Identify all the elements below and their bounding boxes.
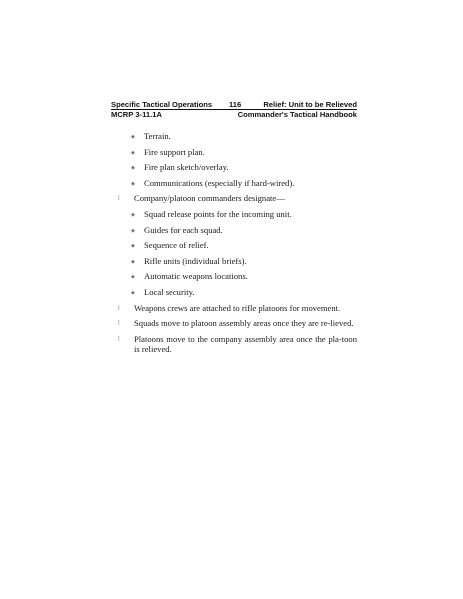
diamond-bullet-icon: ◆	[131, 274, 135, 281]
list-item-platoons-move	[115, 334, 357, 355]
list-item-text: Fire support plan.	[144, 146, 205, 157]
list-item-weapons-crews	[115, 303, 357, 314]
list-item-text: Guides for each squad.	[144, 224, 223, 235]
section-title: Specific Tactical Operations	[111, 100, 213, 109]
diamond-bullet-icon: ◆	[131, 227, 135, 234]
list-item-rifle-units	[115, 256, 357, 267]
round-bullet-icon: l	[118, 335, 120, 343]
list-item-text: Weapons crews are attached to rifle platoons for movement.	[134, 302, 341, 313]
round-bullet-icon: l	[118, 304, 120, 312]
list-item-commanders-designate	[115, 193, 357, 204]
page-body	[115, 131, 357, 360]
list-item-text: Terrain.	[144, 131, 171, 141]
list-item-local-security	[115, 287, 357, 298]
page-number: 116	[229, 100, 242, 109]
chapter-title: Relief: Unit to be Relieved	[263, 100, 357, 109]
list-item-text: Platoons move to the company assembly area once the pla-toon is relieved.	[134, 333, 357, 355]
list-item-automatic-weapons	[115, 271, 357, 282]
diamond-bullet-icon: ◆	[131, 211, 135, 218]
list-item-text: Communications (especially if hard-wired).	[144, 177, 295, 188]
list-item-text: Fire plan sketch/overlay.	[144, 162, 229, 173]
list-item-fire-plan-sketch	[115, 162, 357, 173]
list-item-text: Sequence of relief.	[144, 240, 209, 251]
list-item-squad-release-points	[115, 209, 357, 220]
list-item-terrain	[115, 131, 357, 142]
round-bullet-icon: l	[118, 320, 120, 328]
list-item-guides	[115, 225, 357, 236]
list-item-text: Local security.	[144, 286, 195, 297]
diamond-bullet-icon: ◆	[131, 134, 135, 140]
list-item-sequence-of-relief	[115, 240, 357, 251]
diamond-bullet-icon: ◆	[131, 289, 135, 296]
diamond-bullet-icon: ◆	[131, 149, 135, 156]
diamond-bullet-icon: ◆	[131, 258, 135, 265]
list-item-fire-support-plan	[115, 147, 357, 158]
book-title: Commander's Tactical Handbook	[237, 110, 357, 119]
list-item-text: Automatic weapons locations.	[144, 271, 248, 282]
list-item-text: Squad release points for the incoming unit.	[144, 208, 292, 219]
running-header	[111, 100, 357, 119]
list-item-text: Rifle units (individual briefs).	[144, 255, 247, 266]
list-item-communications	[115, 178, 357, 189]
list-item-squads-move	[115, 318, 357, 329]
running-header-row-1	[111, 100, 357, 110]
running-header-row-2	[111, 110, 357, 119]
diamond-bullet-icon: ◆	[131, 180, 135, 187]
diamond-bullet-icon: ◆	[131, 165, 135, 172]
list-item-text: Company/platoon commanders designate—	[134, 193, 285, 204]
list-item-text: Squads move to platoon assembly areas once they are re-lieved.	[134, 318, 354, 329]
round-bullet-icon: l	[118, 195, 120, 203]
diamond-bullet-icon: ◆	[131, 243, 135, 250]
publication-number: MCRP 3-11.1A	[111, 110, 162, 119]
